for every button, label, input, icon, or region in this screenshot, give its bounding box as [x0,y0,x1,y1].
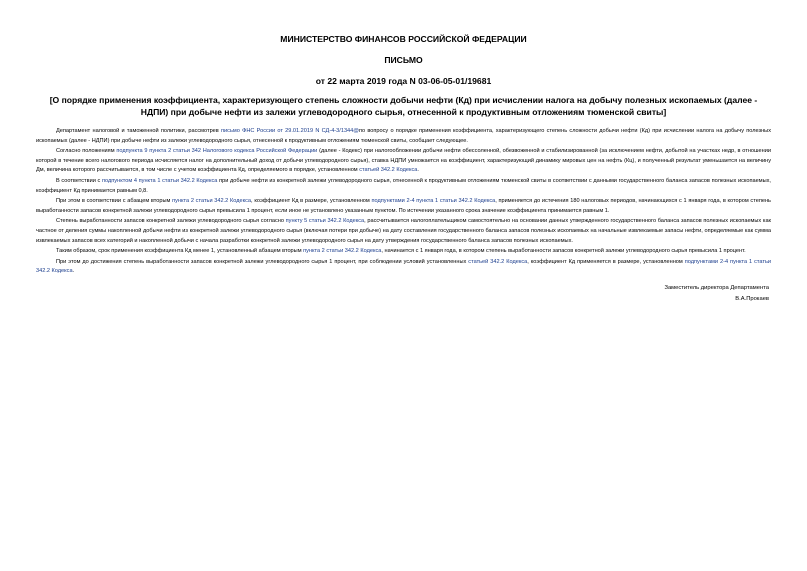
document-subject: [О порядке применения коэффициента, характеризующего степень сложности добычи нефти (Кд) при исчислении налога на добычу полезных ископаемых (далее - НДПИ) при добыче нефти из залежи углеводородного сырья, отнесенной к продуктивным отложениям тюменской свиты] [49,95,758,117]
paragraph-5 [36,217,771,246]
paragraph-text: Департамент налоговой и таможенной политики, рассмотрев [56,128,222,134]
signatory-position: Заместитель директора Департамента [664,284,769,291]
signature-block [36,283,771,305]
link-point-2[interactable]: пункта 2 статьи 342.2 Кодекса [303,248,382,255]
paragraph-text: , рассчитывается налогоплательщиком самостоятельно на основании данных утвержденного государственного баланса запасов полезных ископаемых как частное от деления суммы накопленной добычи нефти из конкретной залежи углеводородного сырья (включая потери при добыче) на дату составления государственного баланса запасов полезных ископаемых на начальные извлекаемые запасы нефти, определяемые как сумма извлекаемых запасов всех категорий и накопленной добычи с начала разработки конкретной залежи углеводородного сырья на дату утверждения государственного баланса запасов полезных ископаемых. [36,218,772,244]
paragraph-text: по вопросу о порядке применения коэффициента, характеризующего степень сложности добычи нефти (Кд) при исчислении налога на добычу полезных ископаемых (далее - НДПИ) при добыче нефти из залежи углеводородного сырья, отнесенной к продуктивным отложениям тюменской свиты, сообщает следующее. [36,128,771,144]
document-date-number: от 22 марта 2019 года N 03-06-05-01/19681 [315,76,492,86]
document-type: ПИСЬМО [384,55,423,65]
paragraph-text: . [417,167,419,174]
paragraph-text: Таким образом, срок применения коэффициента Кд менее 1, установленный абзацем вторым [56,248,304,255]
link-subpoint-4[interactable]: подпунктом 4 пункта 1 статьи 342.2 Кодекса [102,177,218,184]
paragraph-text: при добыче нефти из конкретной залежи углеводородного сырья, отнесенной к продуктивным отложениям тюменской свиты в соответствии с данными государственного баланса запасов полезных ископаемых, коэффициент Кд принимается равным 0,8. [36,177,771,194]
link-article-342-2[interactable]: статьей 342.2 Кодекса [468,258,528,265]
ministry-title: МИНИСТЕРСТВО ФИНАНСОВ РОССИЙСКОЙ ФЕДЕРАЦИИ [280,34,527,44]
document-body [36,127,771,277]
paragraph-text: , коэффициент Кд в размере, установленном [251,198,372,205]
paragraph-4 [36,197,771,216]
paragraph-text: При этом до достижения степень выработанности запасов конкретной залежи углеводородного сырья 1 процент, при соблюдении условий установленных [56,258,469,265]
paragraph-text: При этом в соответствии с абзацем вторым [56,198,173,205]
paragraph-text: , применяется до истечения 180 налоговых периодов, начинающихся с 1 января года, в котором степень выработанности запасов конкретной залежи углеводородного сырья превысила 1 процент, если иное не установлено указанным пунктом. По истечении указанного срока значение коэффициента принимается равным 1. [36,198,771,214]
paragraph-3 [36,177,771,196]
paragraph-text: , начинается с 1 января года, в котором степень выработанности запасов конкретной залежи углеводородного сырья превысила 1 процент. [381,248,746,255]
link-subpoints-2-4[interactable]: подпунктами 2-4 пункта 1 статьи 342.2 Кодекса [36,258,772,275]
paragraph-text: (далее - Кодекс) при налогообложении добычи нефти обессоленной, обезвоженной и стабилизированной (за исключением нефти, добытой на участках недр, в отношении которой в течение всего налогового периода исчисляется налог на дополнительный доход от добычи углеводородного сырья), ставка НДПИ умножается на коэффициент, характеризующий динамику мировых цен на нефть (Кц), и полученный результат уменьшается на величину Дм, величина которого рассчитывается, в том числе с учетом коэффициента Кд, определяемого в порядке, установленном [36,148,771,174]
paragraph-7 [36,258,771,277]
link-article-342-2[interactable]: статьей 342.2 Кодекса [359,167,418,174]
link-subpoints-2-4[interactable]: подпунктами 2-4 пункта 1 статьи 342.2 Кодекса [371,198,496,205]
paragraph-6 [36,247,771,257]
link-point-5[interactable]: пункту 5 статьи 342.2 Кодекса [285,218,365,225]
link-point-2[interactable]: пункта 2 статьи 342.2 Кодекса [172,198,252,205]
paragraph-text: , коэффициент Кд применяется в размере, установленном [527,258,685,265]
paragraph-1 [36,127,771,146]
paragraph-2 [36,147,771,176]
signatory-name: В.А.Прокаев [735,295,769,302]
paragraph-text: Согласно положениям [56,148,117,155]
link-tax-code-342[interactable]: подпункта 9 пункта 2 статьи 342 Налогового кодекса Российской Федерации [116,148,318,155]
paragraph-text: В соответствии с [56,177,102,184]
paragraph-text: Степень выработанности запасов конкретной залежи углеводородного сырья согласно [56,218,286,225]
link-fns-letter[interactable]: письмо ФНС России от 29.01.2019 N СД-4-3/1344@ [221,128,359,134]
paragraph-text: . [72,268,75,275]
